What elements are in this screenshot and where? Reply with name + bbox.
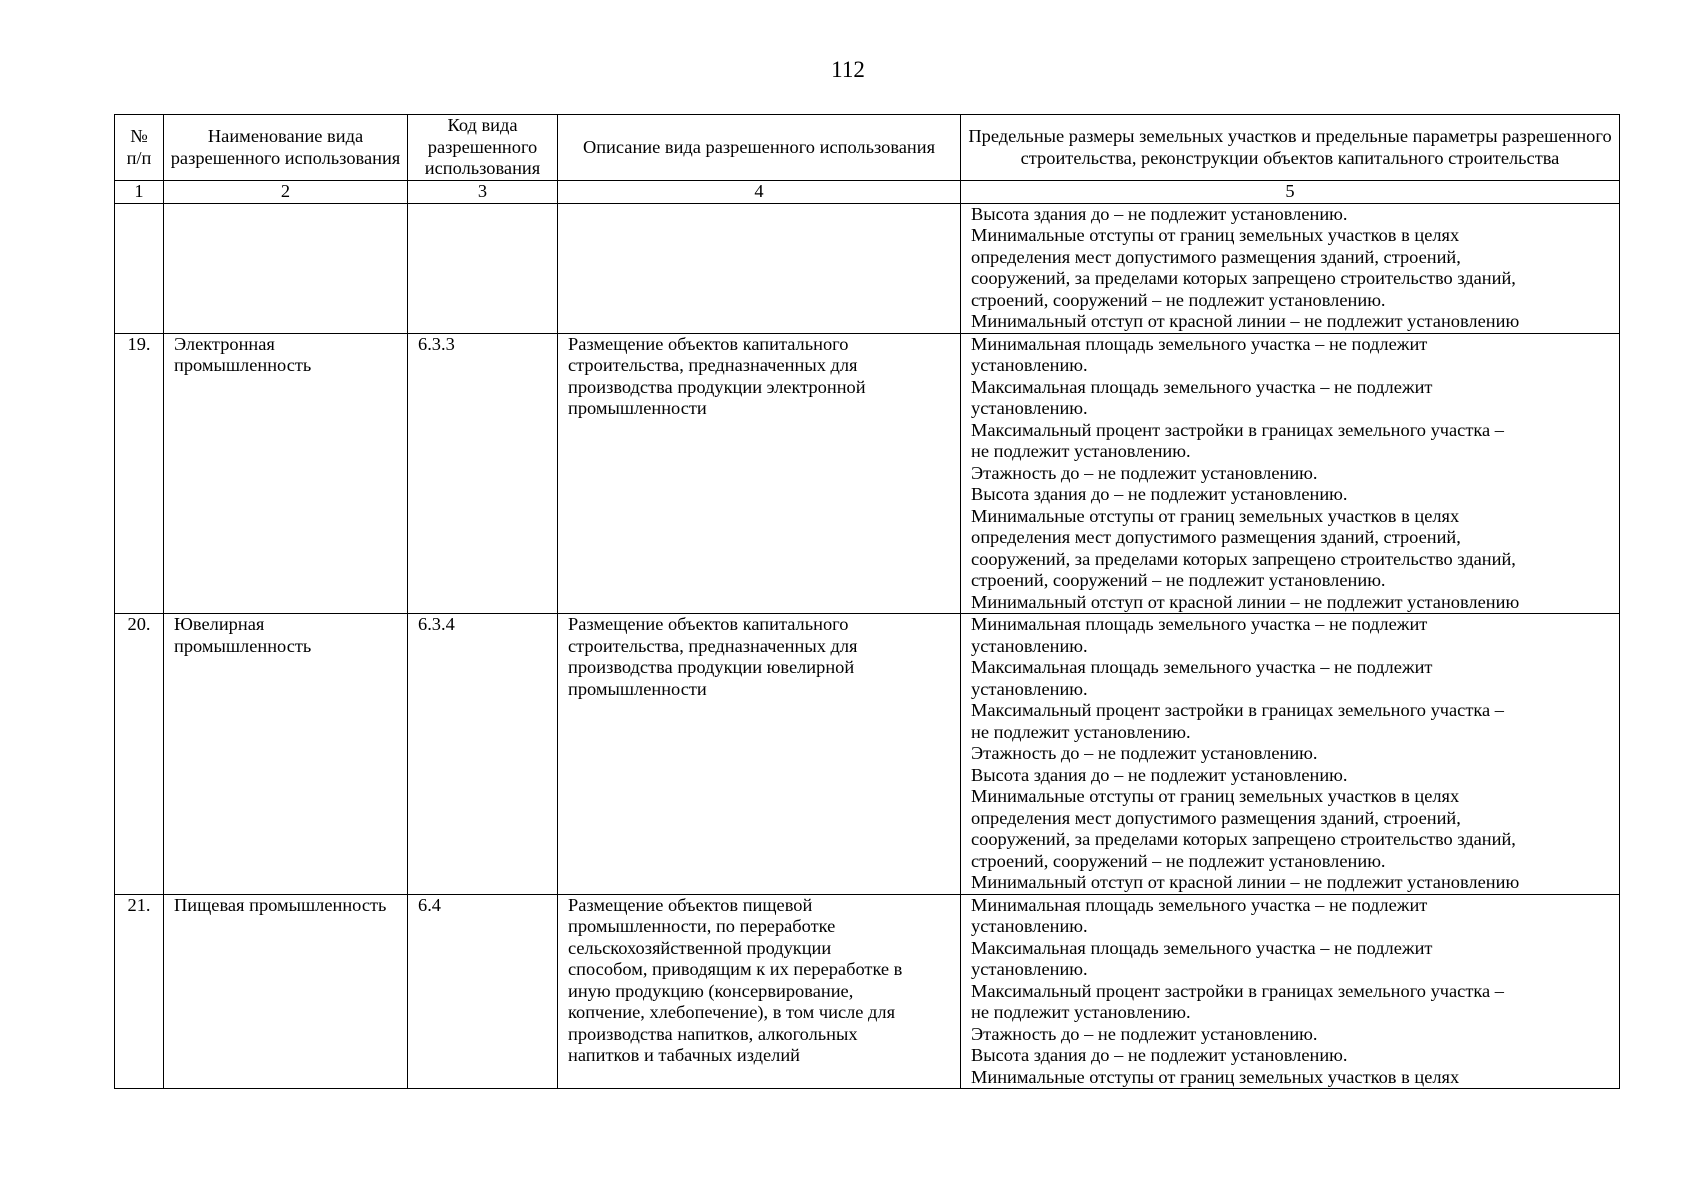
parameter-line: установлению. bbox=[971, 398, 1088, 418]
parameter-line: строений, сооружений – не подлежит установлению. bbox=[971, 850, 1386, 871]
description-line: промышленности bbox=[568, 678, 707, 699]
row-parameters bbox=[961, 333, 1620, 614]
header-name: Наименование вида разрешенного использования bbox=[164, 115, 408, 181]
row-description bbox=[558, 333, 961, 614]
page-number: 112 bbox=[831, 57, 865, 82]
parameter-line: Максимальный процент застройки в границах земельного участка – bbox=[971, 419, 1504, 440]
row-description bbox=[558, 894, 961, 1089]
row-parameters bbox=[961, 614, 1620, 895]
parameter-line: Минимальные отступы от границ земельных участков в целях bbox=[971, 505, 1460, 526]
parameter-line: сооружений, за пределами которых запрещено строительство зданий, bbox=[971, 268, 1516, 288]
row-code bbox=[408, 203, 558, 333]
table-body bbox=[115, 203, 1620, 1089]
zoning-table bbox=[114, 114, 1620, 1089]
parameter-line: не подлежит установлению. bbox=[971, 1002, 1191, 1022]
row-code: 6.4 bbox=[408, 894, 558, 1089]
description-line: промышленности bbox=[568, 398, 707, 418]
parameter-line: сооружений, за пределами которых запрещено строительство зданий, bbox=[971, 548, 1516, 569]
parameter-line: Высота здания до – не подлежит установлению. bbox=[971, 484, 1348, 504]
row-name: Пищевая промышленность bbox=[164, 894, 408, 1089]
row-description bbox=[558, 614, 961, 895]
table-row bbox=[115, 614, 1620, 895]
table-row bbox=[115, 894, 1620, 1089]
description-line: способом, приводящим к их переработке в bbox=[568, 959, 903, 979]
column-number: 3 bbox=[408, 181, 558, 204]
table-row bbox=[115, 203, 1620, 333]
description-line: напитков и табачных изделий bbox=[568, 1045, 801, 1065]
description-line: копчение, хлебопечение), в том числе для bbox=[568, 1002, 896, 1022]
parameter-line: Минимальные отступы от границ земельных участков в целях bbox=[971, 1066, 1460, 1087]
parameter-line: Высота здания до – не подлежит установлению. bbox=[971, 764, 1348, 785]
row-name bbox=[164, 203, 408, 333]
parameter-line: Минимальная площадь земельного участка – не подлежит bbox=[971, 333, 1428, 354]
parameter-line: Максимальная площадь земельного участка – не подлежит bbox=[971, 937, 1433, 958]
row-code: 6.3.4 bbox=[408, 614, 558, 895]
parameter-line: Максимальная площадь земельного участка – не подлежит bbox=[971, 376, 1433, 397]
parameter-line: Минимальный отступ от красной линии – не подлежит установлению bbox=[971, 872, 1520, 892]
row-name: Электронная промышленность bbox=[164, 333, 408, 614]
row-number: 20. bbox=[115, 614, 164, 895]
row-number: 19. bbox=[115, 333, 164, 614]
parameter-line: Высота здания до – не подлежит установлению. bbox=[971, 203, 1348, 224]
column-number: 4 bbox=[558, 181, 961, 204]
parameter-line: установлению. bbox=[971, 678, 1088, 699]
column-numbers-row bbox=[115, 181, 1620, 204]
row-number: 21. bbox=[115, 894, 164, 1089]
column-number: 1 bbox=[115, 181, 164, 204]
description-line: производства напитков, алкогольных bbox=[568, 1023, 858, 1044]
parameter-line: Минимальный отступ от красной линии – не подлежит установлению bbox=[971, 591, 1520, 612]
parameter-line: определения мест допустимого размещения зданий, строений, bbox=[971, 527, 1461, 547]
parameter-line: Этажность до – не подлежит установлению. bbox=[971, 1023, 1318, 1044]
description-line: строительства, предназначенных для bbox=[568, 635, 858, 656]
parameter-line: не подлежит установлению. bbox=[971, 721, 1191, 742]
parameter-line: установлению. bbox=[971, 916, 1088, 936]
parameter-line: Минимальные отступы от границ земельных участков в целях bbox=[971, 786, 1460, 806]
column-number: 2 bbox=[164, 181, 408, 204]
row-code: 6.3.3 bbox=[408, 333, 558, 614]
parameter-line: Минимальные отступы от границ земельных участков в целях bbox=[971, 225, 1460, 245]
description-line: строительства, предназначенных для bbox=[568, 355, 858, 375]
description-line: Размещение объектов пищевой bbox=[568, 894, 813, 915]
parameter-line: Этажность до – не подлежит установлению. bbox=[971, 462, 1318, 483]
parameter-line: определения мест допустимого размещения зданий, строений, bbox=[971, 246, 1461, 267]
description-line: производства продукции электронной bbox=[568, 376, 866, 397]
description-line: сельскохозяйственной продукции bbox=[568, 937, 832, 958]
parameter-line: строений, сооружений – не подлежит установлению. bbox=[971, 570, 1386, 590]
parameter-line: не подлежит установлению. bbox=[971, 441, 1191, 461]
header-code: Код вида разрешенного использования bbox=[408, 115, 558, 181]
parameter-line: сооружений, за пределами которых запрещено строительство зданий, bbox=[971, 829, 1516, 849]
parameter-line: Минимальная площадь земельного участка – не подлежит bbox=[971, 894, 1428, 915]
description-line: Размещение объектов капитального bbox=[568, 614, 849, 634]
description-line: иную продукцию (консервирование, bbox=[568, 980, 854, 1001]
parameter-line: строений, сооружений – не подлежит установлению. bbox=[971, 289, 1386, 310]
row-number bbox=[115, 203, 164, 333]
parameter-line: установлению. bbox=[971, 635, 1088, 656]
description-line: производства продукции ювелирной bbox=[568, 657, 855, 677]
description-line: промышленности, по переработке bbox=[568, 916, 836, 936]
header-row bbox=[115, 115, 1620, 181]
parameter-line: Минимальная площадь земельного участка – не подлежит bbox=[971, 614, 1428, 634]
column-number: 5 bbox=[961, 181, 1620, 204]
row-name: Ювелирная промышленность bbox=[164, 614, 408, 895]
parameter-line: Максимальный процент застройки в границах земельного участка – bbox=[971, 700, 1504, 720]
header-number: № п/п bbox=[115, 115, 164, 181]
parameter-line: определения мест допустимого размещения зданий, строений, bbox=[971, 807, 1461, 828]
parameter-line: Этажность до – не подлежит установлению. bbox=[971, 743, 1318, 763]
row-parameters bbox=[961, 894, 1620, 1089]
row-description bbox=[558, 203, 961, 333]
description-line: Размещение объектов капитального bbox=[568, 333, 849, 354]
header-description: Описание вида разрешенного использования bbox=[558, 115, 961, 181]
header-parameters: Предельные размеры земельных участков и предельные параметры разрешенного строительства, реконструкции объектов капитального строительства bbox=[961, 115, 1620, 181]
parameter-line: Высота здания до – не подлежит установлению. bbox=[971, 1045, 1348, 1065]
parameter-line: установлению. bbox=[971, 959, 1088, 979]
table-row bbox=[115, 333, 1620, 614]
parameter-line: установлению. bbox=[971, 355, 1088, 375]
row-parameters bbox=[961, 203, 1620, 333]
parameter-line: Минимальный отступ от красной линии – не подлежит установлению bbox=[971, 311, 1520, 331]
parameter-line: Максимальная площадь земельного участка – не подлежит bbox=[971, 657, 1433, 677]
parameter-line: Максимальный процент застройки в границах земельного участка – bbox=[971, 980, 1504, 1001]
